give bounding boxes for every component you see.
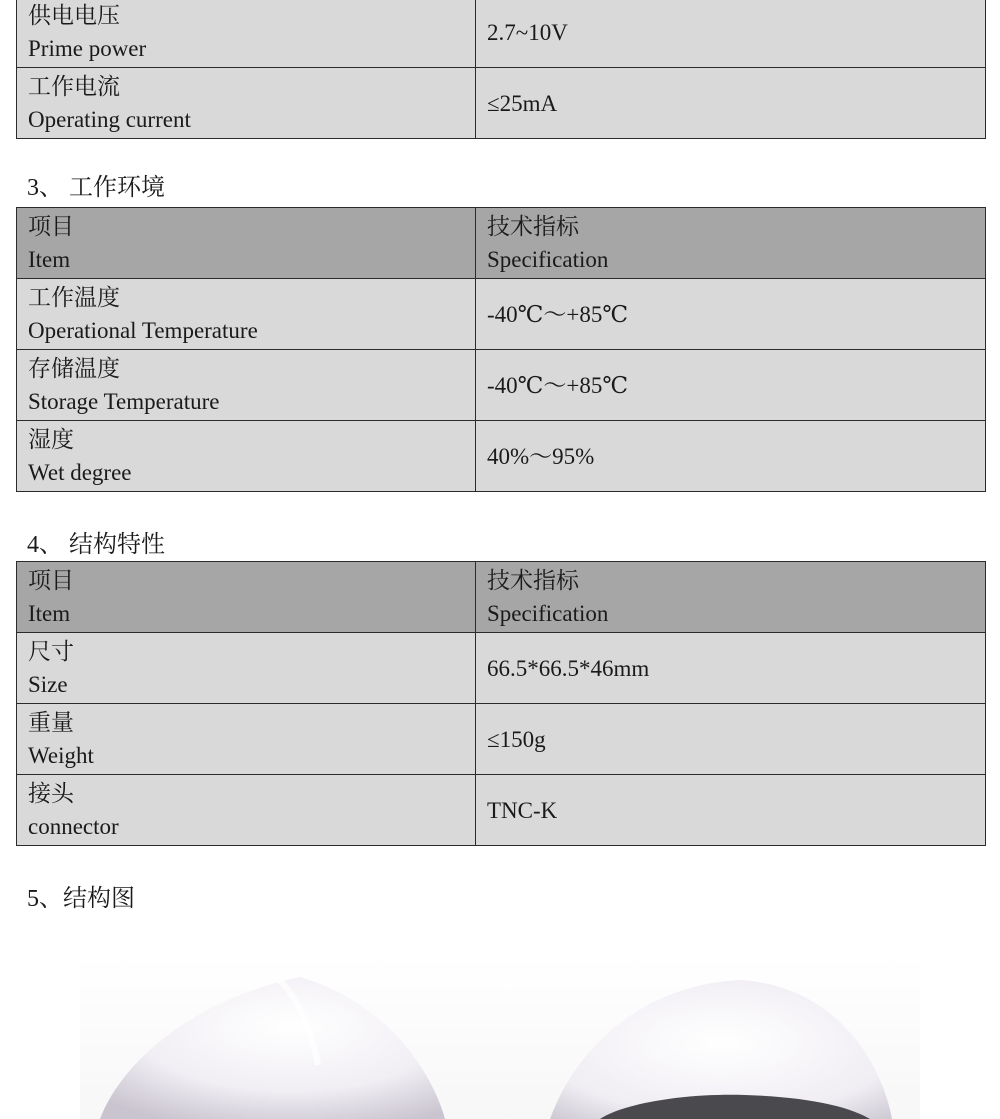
item-name-en: Operational Temperature (28, 318, 258, 343)
header-spec-zh: 技术指标 (487, 214, 579, 239)
antenna-render (80, 955, 920, 1119)
header-item-en: Item (28, 247, 71, 272)
item-cell (17, 68, 476, 139)
table-row (17, 421, 986, 492)
spec-value: TNC-K (476, 775, 986, 846)
section-heading-structure: 4、 结构特性 (27, 532, 165, 558)
table-row (17, 0, 986, 68)
header-spec-en: Specification (487, 247, 609, 272)
column-header-item (17, 562, 476, 633)
spec-value: 66.5*66.5*46mm (476, 633, 986, 704)
item-cell (17, 0, 476, 68)
column-header-item (17, 208, 476, 279)
table-row (17, 775, 986, 846)
spec-value: -40℃～+85℃ (476, 279, 986, 350)
item-name-en: Operating current (28, 107, 191, 132)
item-name-en: Wet degree (28, 460, 132, 485)
item-name-en: Weight (28, 743, 94, 768)
item-name-zh: 工作温度 (28, 285, 120, 310)
column-header-spec (476, 562, 986, 633)
item-cell (17, 421, 476, 492)
table-row (17, 350, 986, 421)
spec-value: ≤25mA (476, 68, 986, 139)
column-header-spec (476, 208, 986, 279)
item-cell (17, 350, 476, 421)
header-spec-en: Specification (487, 601, 609, 626)
antenna-structure-image (80, 955, 920, 1119)
spec-value: 40%～95% (476, 421, 986, 492)
item-name-zh: 存储温度 (28, 356, 120, 381)
table-header-row (17, 208, 986, 279)
radome-side-view (100, 977, 445, 1119)
item-name-zh: 工作电流 (28, 74, 120, 99)
item-name-en: Prime power (28, 36, 147, 61)
environment-spec-table (16, 207, 986, 492)
structure-spec-table (16, 561, 986, 846)
item-name-zh: 供电电压 (28, 3, 120, 28)
spec-value: 2.7~10V (476, 0, 986, 68)
spec-value: ≤150g (476, 704, 986, 775)
header-item-zh: 项目 (28, 568, 74, 593)
item-cell (17, 633, 476, 704)
header-item-zh: 项目 (28, 214, 74, 239)
item-name-zh: 尺寸 (28, 639, 74, 664)
table-row (17, 633, 986, 704)
item-name-en: connector (28, 814, 119, 839)
item-name-zh: 湿度 (28, 427, 74, 452)
table-row (17, 704, 986, 775)
header-spec-zh: 技术指标 (487, 568, 579, 593)
item-name-zh: 接头 (28, 781, 74, 806)
section-heading-environment: 3、 工作环境 (27, 175, 165, 201)
item-cell (17, 775, 476, 846)
item-name-zh: 重量 (28, 710, 74, 735)
header-item-en: Item (28, 601, 71, 626)
item-name-en: Storage Temperature (28, 389, 220, 414)
section-heading-structure-diagram: 5、结构图 (27, 886, 135, 912)
table-row (17, 68, 986, 139)
item-cell (17, 704, 476, 775)
table-header-row (17, 562, 986, 633)
item-name-en: Size (28, 672, 68, 697)
spec-value: -40℃～+85℃ (476, 350, 986, 421)
table-row (17, 279, 986, 350)
power-spec-table (16, 0, 986, 139)
item-cell (17, 279, 476, 350)
